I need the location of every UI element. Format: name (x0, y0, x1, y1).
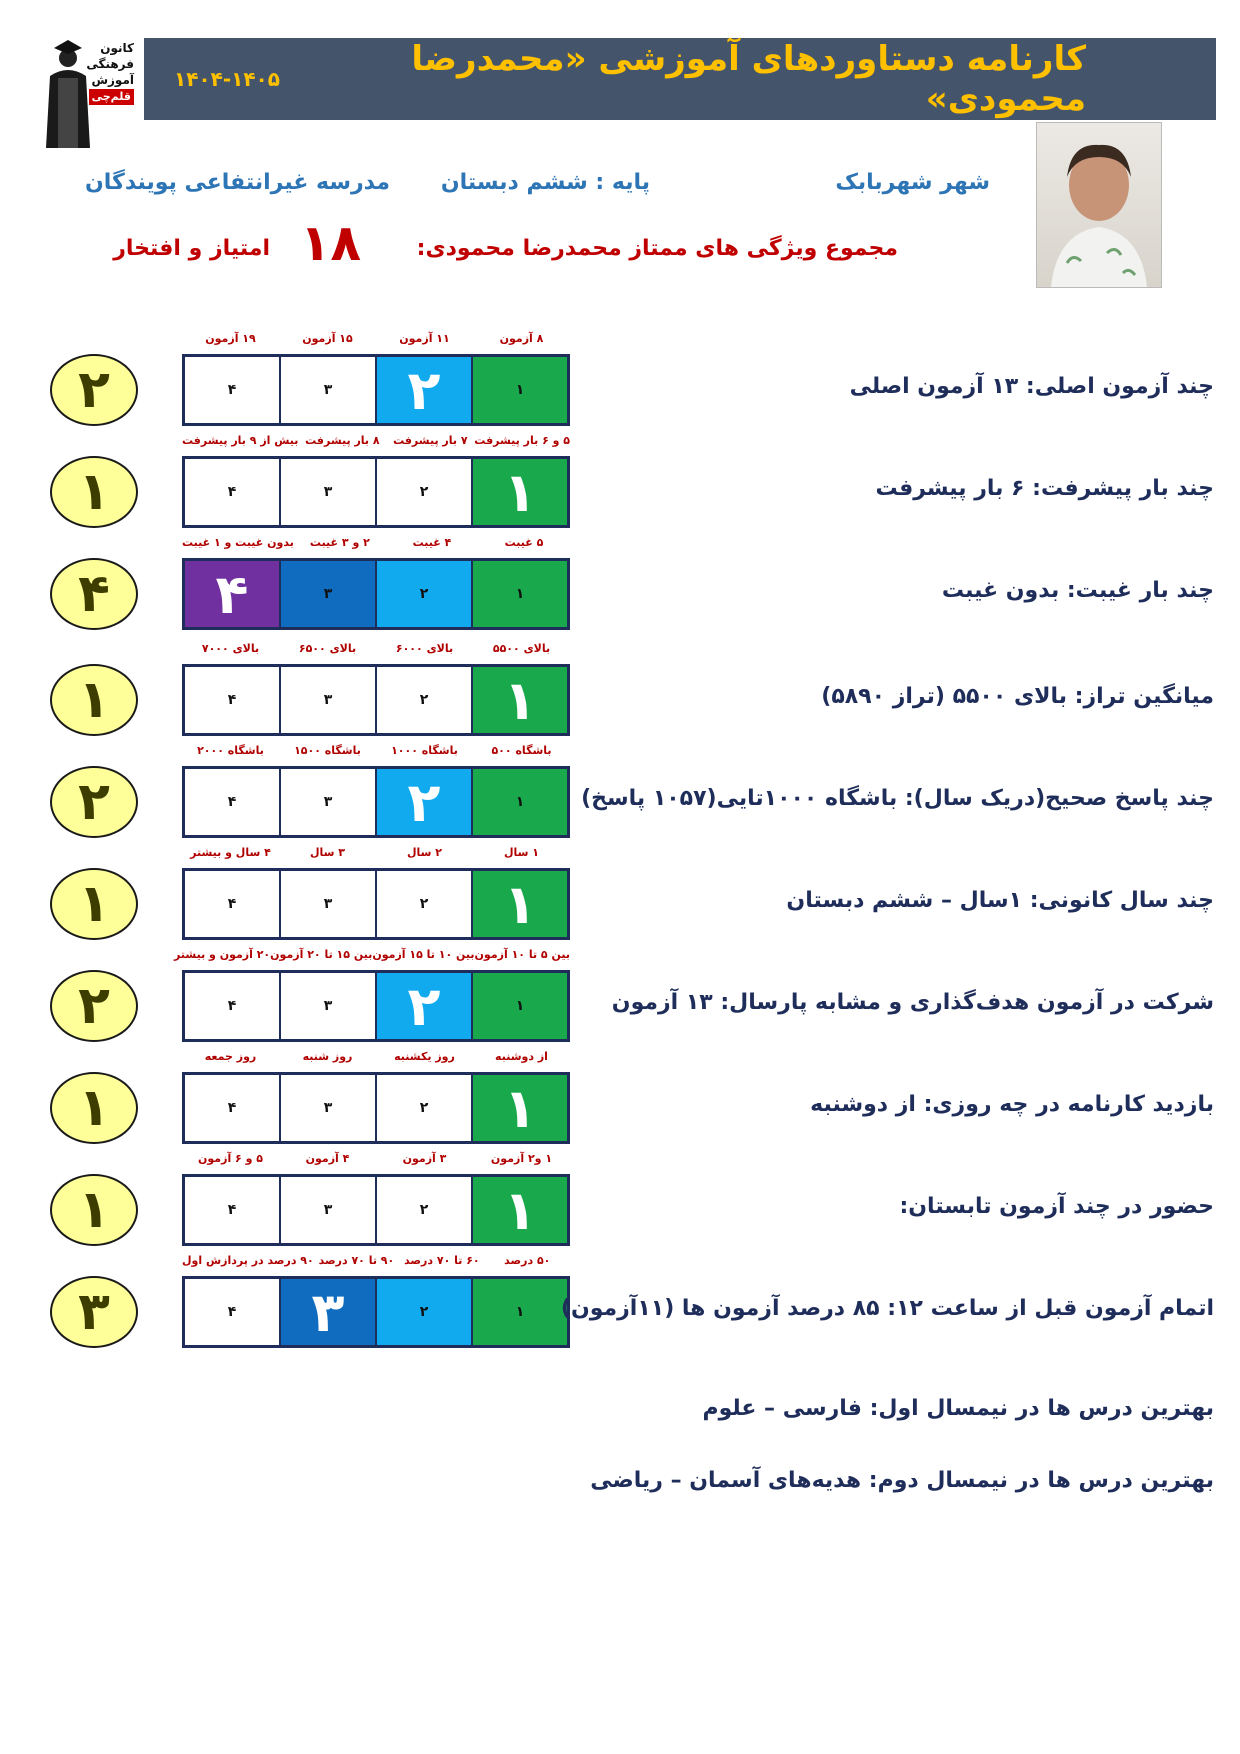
row-label: چند آزمون اصلی: ۱۳ آزمون اصلی (849, 374, 1214, 399)
level-caption: ۷ بار پیشرفت (393, 434, 468, 447)
level-caption: بین ۵ تا ۱۰ آزمون (474, 948, 570, 961)
level-caption: روز یکشنبه (394, 1050, 455, 1063)
level-cell: ۳ (279, 1075, 375, 1141)
level-boxes (182, 970, 570, 1042)
row-label: چند سال کانونی: ۱سال – ششم دبستان (786, 888, 1214, 913)
level-cell: ۱ (471, 973, 567, 1039)
level-caption: ۹۰ تا ۷۰ درصد (318, 1254, 395, 1267)
level-cell: ۳ (279, 357, 375, 423)
level-cell: ۴ (185, 561, 279, 627)
level-caption: باشگاه ۲۰۰۰ (197, 744, 264, 757)
row-captions (182, 642, 570, 662)
level-caption: ۹۰ درصد در پردازش اول (181, 1254, 314, 1267)
row-score-circle: ۲ (50, 970, 138, 1042)
level-caption: بالای ۶۰۰۰ (395, 642, 454, 655)
row-captions (182, 332, 570, 352)
level-caption: ۱۵ آزمون (302, 332, 353, 345)
row-score-circle: ۱ (50, 1174, 138, 1246)
row-score-circle: ۱ (50, 868, 138, 940)
level-cell: ۱ (471, 769, 567, 835)
level-boxes (182, 1276, 570, 1348)
level-cell: ۲ (375, 667, 471, 733)
level-boxes (182, 766, 570, 838)
row-label: میانگین تراز: بالای ۵۵۰۰ (تراز ۵۸۹۰) (821, 684, 1214, 709)
level-caption: باشگاه ۱۵۰۰ (294, 744, 361, 757)
row-captions (182, 434, 570, 454)
level-boxes (182, 1174, 570, 1246)
level-caption: ۵ غیبت (504, 536, 544, 549)
level-cell: ۱ (471, 1177, 567, 1243)
level-caption: بدون غیبت و ۱ غیبت (181, 536, 294, 549)
level-cell: ۱ (471, 561, 567, 627)
level-caption: بالای ۵۵۰۰ (492, 642, 551, 655)
level-cell: ۲ (375, 769, 471, 835)
row-label: چند بار غیبت: بدون غیبت (941, 578, 1214, 603)
level-cell: ۱ (471, 1075, 567, 1141)
level-cell: ۴ (185, 1279, 279, 1345)
level-caption: بین ۱۰ تا ۱۵ آزمون (372, 948, 475, 961)
level-boxes (182, 868, 570, 940)
level-cell: ۲ (375, 973, 471, 1039)
level-cell: ۱ (471, 667, 567, 733)
level-caption: ۲ و ۳ غیبت (309, 536, 370, 549)
logo-text: کانون فرهنگی آموزش قلم‌چی (86, 41, 134, 103)
student-grade: پایه : ششم دبستان (440, 170, 650, 195)
level-cell: ۳ (279, 561, 375, 627)
level-caption: ۴ سال و بیشتر (190, 846, 271, 859)
level-caption: باشگاه ۱۰۰۰ (391, 744, 458, 757)
level-caption: ۶۰ تا ۷۰ درصد (404, 1254, 480, 1267)
level-cell: ۴ (185, 769, 279, 835)
level-caption: ۱۱ آزمون (399, 332, 450, 345)
level-boxes (182, 558, 570, 630)
student-photo (1036, 122, 1162, 288)
page-title: کارنامه دستاوردهای آموزشی «محمدرضا محمودی» (411, 39, 1086, 119)
level-caption: ۵ و ۶ آزمون (198, 1152, 263, 1165)
row-score-circle: ۲ (50, 766, 138, 838)
level-caption: از دوشنبه (495, 1050, 548, 1063)
level-caption: ۲ سال (406, 846, 443, 859)
row-label: اتمام آزمون قبل از ساعت ۱۲: ۸۵ درصد آزمون ها (۱۱آزمون) (560, 1296, 1214, 1321)
row-captions (182, 1050, 570, 1070)
features-label: مجموع ویژگی های ممتاز محمدرضا محمودی: (416, 236, 898, 261)
row-label: حضور در چند آزمون تابستان: (899, 1194, 1214, 1219)
level-caption: ۳ آزمون (402, 1152, 447, 1165)
level-caption: ۸ آزمون (499, 332, 544, 345)
row-score-circle: ۱ (50, 456, 138, 528)
level-cell: ۳ (279, 1177, 375, 1243)
row-captions (182, 1254, 570, 1274)
row-score-circle: ۴ (50, 558, 138, 630)
row-label: چند پاسخ صحیح(دریک سال): باشگاه ۱۰۰۰تایی(۱۰۵۷ پاسخ) (581, 786, 1214, 811)
row-captions (182, 846, 570, 866)
row-captions (182, 744, 570, 764)
level-cell: ۲ (375, 1279, 471, 1345)
row-captions (182, 1152, 570, 1172)
level-caption: ۸ بار پیشرفت (305, 434, 380, 447)
level-cell: ۱ (471, 871, 567, 937)
level-cell: ۲ (375, 1075, 471, 1141)
level-caption: بین ۱۵ تا ۲۰ آزمون (270, 948, 373, 961)
level-caption: بیش از ۹ بار پیشرفت (182, 434, 299, 447)
level-cell: ۱ (471, 1279, 567, 1345)
row-score-circle: ۳ (50, 1276, 138, 1348)
level-cell: ۲ (375, 1177, 471, 1243)
level-caption: ۴ غیبت (412, 536, 452, 549)
level-boxes (182, 1072, 570, 1144)
level-cell: ۴ (185, 1177, 279, 1243)
row-score-circle: ۱ (50, 664, 138, 736)
best-subjects-semester-1: بهترین درس ها در نیمسال اول: فارسی – علوم (702, 1396, 1214, 1421)
student-city: شهر شهربابک (835, 170, 990, 195)
level-caption: بالای ۷۰۰۰ (201, 642, 260, 655)
row-label: شرکت در آزمون هدف‌گذاری و مشابه پارسال: ۱۳ آزمون (611, 990, 1214, 1015)
level-cell: ۲ (375, 459, 471, 525)
academic-years: ۱۴۰۴-۱۴۰۵ (174, 67, 280, 91)
best-subjects-semester-2: بهترین درس ها در نیمسال دوم: هدیه‌های آسمان – ریاضی (590, 1468, 1214, 1493)
level-caption: ۲۰ آزمون و بیشتر (174, 948, 271, 961)
level-caption: ۵ و ۶ بار پیشرفت (474, 434, 570, 447)
logo-badge: قلم‌چی (89, 89, 134, 105)
row-score-circle: ۱ (50, 1072, 138, 1144)
title-banner (144, 38, 1216, 120)
level-cell: ۴ (185, 667, 279, 733)
level-cell: ۴ (185, 1075, 279, 1141)
level-caption: ۱ سال (503, 846, 540, 859)
level-cell: ۲ (375, 871, 471, 937)
row-score-circle: ۲ (50, 354, 138, 426)
level-caption: ۱۹ آزمون (205, 332, 256, 345)
level-caption: بالای ۶۵۰۰ (298, 642, 357, 655)
level-cell: ۴ (185, 459, 279, 525)
total-score: ۱۸ (300, 214, 362, 272)
level-cell: ۳ (279, 973, 375, 1039)
level-cell: ۳ (279, 871, 375, 937)
level-cell: ۱ (471, 459, 567, 525)
level-caption: ۴ آزمون (305, 1152, 350, 1165)
level-caption: روز جمعه (204, 1050, 257, 1063)
level-boxes (182, 664, 570, 736)
level-cell: ۳ (279, 459, 375, 525)
row-captions (182, 536, 570, 556)
score-caption: امتیاز و افتخار (113, 236, 270, 261)
row-captions (174, 948, 570, 968)
level-caption: ۵۰ درصد (504, 1254, 551, 1267)
level-boxes (182, 456, 570, 528)
row-label: چند بار پیشرفت: ۶ بار پیشرفت (875, 476, 1214, 501)
level-cell: ۱ (471, 357, 567, 423)
level-cell: ۴ (185, 871, 279, 937)
level-cell: ۴ (185, 973, 279, 1039)
student-school: مدرسه غیرانتفاعی پویندگان (85, 170, 390, 195)
level-cell: ۲ (375, 561, 471, 627)
row-label: بازدید کارنامه در چه روزی: از دوشنبه (810, 1092, 1214, 1117)
level-cell: ۲ (375, 357, 471, 423)
level-caption: ۱ و۲ آزمون (490, 1152, 553, 1165)
level-boxes (182, 354, 570, 426)
level-caption: ۳ سال (309, 846, 346, 859)
level-caption: روز شنبه (302, 1050, 353, 1063)
level-cell: ۴ (185, 357, 279, 423)
level-caption: باشگاه ۵۰۰ (491, 744, 552, 757)
level-cell: ۳ (279, 1279, 375, 1345)
level-cell: ۳ (279, 769, 375, 835)
level-cell: ۳ (279, 667, 375, 733)
